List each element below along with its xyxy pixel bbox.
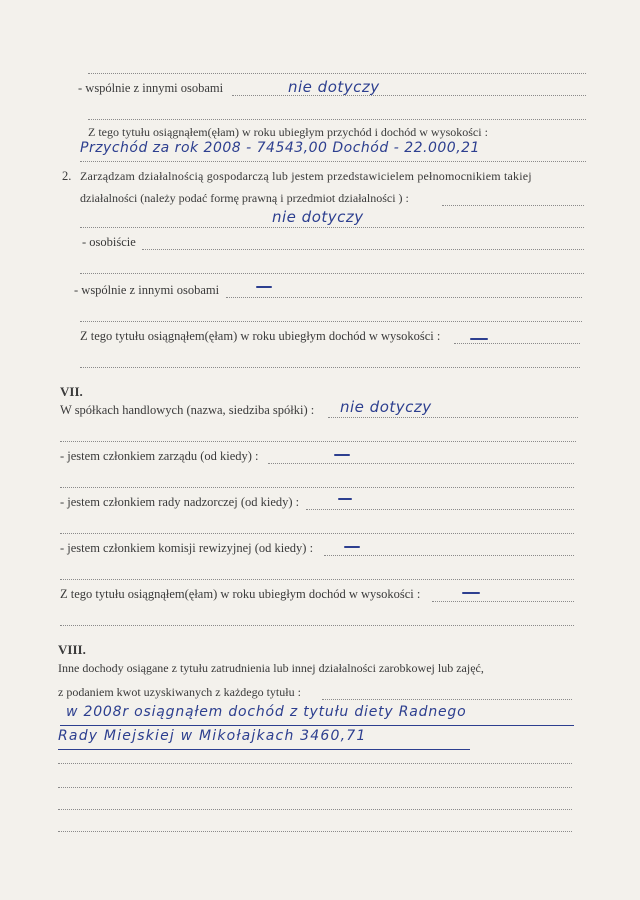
item2-text-line2: działalności (należy podać formę prawną i przedmiot działalności ) : <box>80 191 409 205</box>
dotted-line <box>88 118 586 120</box>
handwritten-other-income-line1: w 2008r osiągnąłem dochód z tytułu diety Radnego <box>66 704 467 720</box>
handwritten-underline <box>58 749 470 750</box>
board-label: - jestem członkiem zarządu (od kiedy) : <box>60 449 259 463</box>
dotted-line <box>322 698 572 700</box>
dotted-line <box>432 600 574 602</box>
income3-label: Z tego tytułu osiągnąłem(ęłam) w roku ubiegłym dochód w wysokości : <box>60 587 421 601</box>
handwritten-other-income-line2: Rady Miejskiej w Mikołajkach 3460,71 <box>58 728 367 744</box>
handwritten-underline <box>60 725 574 726</box>
dotted-line <box>442 204 584 206</box>
dotted-line <box>324 554 574 556</box>
dotted-line <box>454 342 580 344</box>
other-income-line1: Inne dochody osiągane z tytułu zatrudnienia lub innej działalności zarobkowej lub zajęć, <box>58 661 484 675</box>
dotted-line <box>80 226 584 228</box>
handwritten-dash <box>338 498 352 500</box>
income2-label: Z tego tytułu osiągnąłem(ęłam) w roku ubiegłym dochód w wysokości : <box>80 329 441 343</box>
handwritten-dash <box>462 592 480 594</box>
dotted-line <box>232 94 586 96</box>
dotted-line <box>80 320 582 322</box>
handwritten-companies-value: nie dotyczy <box>340 398 432 416</box>
item2-text-line1: Zarządzam działalnością gospodarczą lub jestem przedstawicielem pełnomocnikiem takiej <box>80 169 532 183</box>
handwritten-income-value: Przychód za rok 2008 - 74543,00 Dochód - 22.000,21 <box>80 140 480 156</box>
dotted-line <box>268 462 574 464</box>
companies-label: W spółkach handlowych (nazwa, siedziba spółki) : <box>60 403 315 417</box>
other-income-line2: z podaniem kwot uzyskiwanych z każdego tytułu : <box>58 685 301 699</box>
dotted-line <box>60 624 574 626</box>
dotted-line <box>306 508 574 510</box>
supervisory-board-label: - jestem członkiem rady nadzorczej (od kiedy) : <box>60 495 300 509</box>
handwritten-jointly-value: nie dotyczy <box>288 78 380 96</box>
section-vii-heading: VII. <box>60 384 83 399</box>
income-label: Z tego tytułu osiągnąłem(ęłam) w roku ubiegłym przychód i dochód w wysokości : <box>88 125 488 139</box>
jointly2-label: - wspólnie z innymi osobami <box>74 283 220 297</box>
dotted-line <box>88 72 586 74</box>
dotted-line <box>58 830 572 832</box>
dotted-line <box>60 440 576 442</box>
personally-label: - osobiście <box>82 235 136 249</box>
dotted-line <box>80 272 584 274</box>
item2-number: 2. <box>62 169 72 183</box>
dotted-line <box>80 366 580 368</box>
section-viii-heading: VIII. <box>58 642 86 657</box>
dotted-line <box>58 786 572 788</box>
handwritten-dash <box>470 338 488 340</box>
dotted-line <box>60 578 574 580</box>
handwritten-dash <box>344 546 360 548</box>
dotted-line <box>142 248 584 250</box>
handwritten-dash <box>256 286 272 288</box>
jointly-label: - wspólnie z innymi osobami <box>78 81 224 95</box>
audit-committee-label: - jestem członkiem komisji rewizyjnej (od kiedy) : <box>60 541 314 555</box>
dotted-line <box>60 532 574 534</box>
dotted-line <box>328 416 578 418</box>
dotted-line <box>58 762 572 764</box>
dotted-line <box>58 808 572 810</box>
dotted-line <box>60 486 574 488</box>
handwritten-dash <box>334 454 350 456</box>
handwritten-item2-value: nie dotyczy <box>272 208 364 226</box>
dotted-line <box>226 296 582 298</box>
dotted-line <box>80 160 586 162</box>
